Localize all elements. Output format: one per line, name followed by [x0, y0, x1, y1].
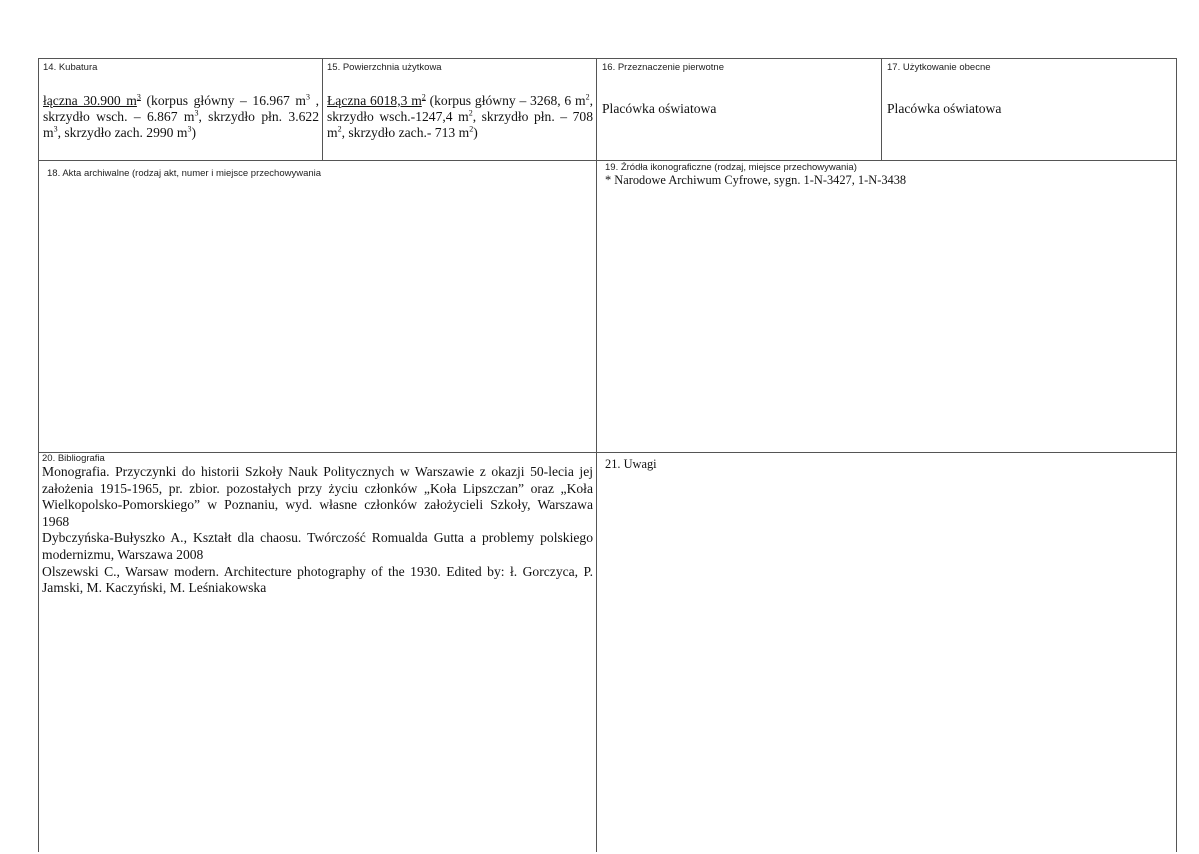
field-16-label: 16. Przeznaczenie pierwotne [602, 62, 724, 73]
record-card-sheet [38, 58, 1177, 852]
field-19-value: * Narodowe Archiwum Cyfrowe, sygn. 1-N-3427, 1-N-3438 [605, 173, 907, 187]
bibliography-list [42, 464, 593, 597]
field-14-value: łączna 30.900 $m^3$ (korpus główny – 16.967 $m^3$ , skrzydło wsch. – 6.867 $m^3$, skrzydło płn. 3.622 $m^3$, skrzydło zach. 2990 $m^3$) [43, 92, 320, 140]
bibliography-entry: Monografia. Przyczynki do historii Szkoły Nauk Politycznych w Warszawie z okazji 50-lecia jej założenia 1915-1965, pr. zbior. pozostałych przy życiu członków „Koła Lipszczan” oraz „Koła Wielkopolsko-Pomorskiego” w Poznaniu, wyd. własne członków założycieli Szkoły, Warszawa 1968 [42, 464, 593, 529]
field-19-label: 19. Źródła ikonograficzne (rodzaj, miejsce przechowywania) [605, 162, 857, 173]
field-18-label: 18. Akta archiwalne (rodzaj akt, numer i miejsce przechowywania [47, 168, 322, 179]
field-16-value: Placówka oświatowa [602, 101, 717, 116]
field-15-label: 15. Powierzchnia użytkowa [327, 62, 442, 73]
field-20-label: 20. Bibliografia [42, 453, 105, 464]
field-18-archival-records [47, 168, 592, 448]
field-17-label: 17. Użytkowanie obecne [887, 62, 991, 73]
field-21-remarks [605, 457, 1173, 847]
divider-16-17 [881, 59, 882, 160]
field-16-original-purpose [602, 62, 878, 158]
field-15-usable-area [327, 62, 593, 158]
divider-center [596, 59, 597, 852]
field-17-value: Placówka oświatowa [887, 101, 1002, 116]
bibliography-entry: Dybczyńska-Bułyszko A., Kształt dla chaosu. Twórczość Romualda Gutta a problemy polskiego modernizmu, Warszawa 2008 [42, 530, 593, 562]
field-15-value: Łączna 6018,3 $m^2$ (korpus główny – 3268, 6 $m^2$, skrzydło wsch.-1247,4 $m^2$, skrzydło płn. – 708 $m^2$, skrzydło zach.- 713 $m^2$) [327, 92, 593, 140]
row-divider-1 [39, 160, 1176, 161]
field-20-bibliography [42, 453, 593, 848]
bibliography-entry: Olszewski C., Warsaw modern. Architecture photography of the 1930. Edited by: ł. Gorczyca, P. Jamski, M. Kaczyński, M. Leśniakowska [42, 563, 593, 596]
field-17-current-use [887, 62, 1172, 158]
field-19-iconographic-sources [605, 162, 1173, 448]
field-14-label: 14. Kubatura [43, 62, 98, 73]
field-14-cubature [43, 62, 319, 158]
field-21-label: 21. Uwagi [605, 457, 657, 471]
divider-14-15 [322, 59, 323, 160]
